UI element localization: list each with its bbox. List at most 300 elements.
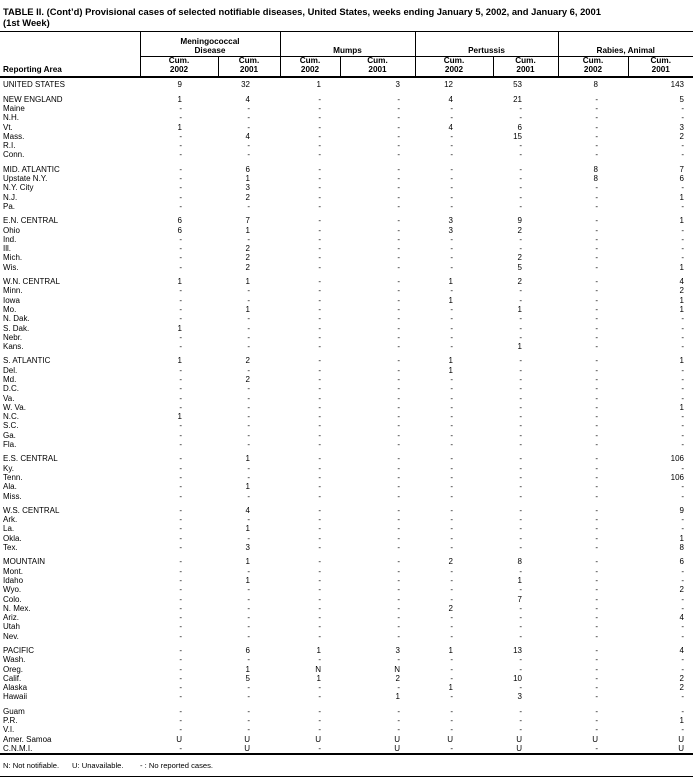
value-cell: 8 bbox=[517, 557, 522, 567]
value-cell: 3 bbox=[395, 80, 400, 90]
value-cell: - bbox=[450, 613, 453, 623]
value-cell: - bbox=[397, 421, 400, 431]
value-cell: - bbox=[681, 725, 684, 735]
value-cell: 21 bbox=[513, 94, 522, 104]
reporting-area-cell: N. Mex. bbox=[3, 603, 31, 613]
value-cell: - bbox=[519, 683, 522, 693]
value-cell: - bbox=[318, 706, 321, 716]
value-cell: - bbox=[681, 655, 684, 665]
value-cell: - bbox=[519, 725, 522, 735]
value-cell: - bbox=[397, 122, 400, 132]
reporting-area-cell: NEW ENGLAND bbox=[3, 94, 63, 104]
value-cell: - bbox=[595, 472, 598, 482]
value-cell: - bbox=[179, 646, 182, 655]
value-cell: - bbox=[450, 113, 453, 123]
value-cell: 53 bbox=[513, 80, 522, 90]
value-cell: - bbox=[179, 706, 182, 716]
value-cell: - bbox=[681, 365, 684, 375]
value-cell: - bbox=[519, 150, 522, 160]
value-cell: - bbox=[318, 716, 321, 726]
value-cell: 7 bbox=[517, 594, 522, 604]
value-cell: - bbox=[519, 585, 522, 595]
value-cell: - bbox=[397, 402, 400, 412]
reporting-area-cell: Ariz. bbox=[3, 613, 19, 623]
value-cell: - bbox=[519, 566, 522, 576]
value-cell: - bbox=[397, 585, 400, 595]
value-cell: 4 bbox=[245, 505, 250, 515]
value-cell: 4 bbox=[448, 122, 453, 132]
value-cell: 7 bbox=[679, 164, 684, 174]
value-cell: - bbox=[397, 356, 400, 366]
value-cell: - bbox=[450, 174, 453, 184]
value-cell: 13 bbox=[513, 646, 522, 655]
reporting-area-cell: E.S. CENTRAL bbox=[3, 454, 58, 464]
reporting-area-cell: S. ATLANTIC bbox=[3, 356, 51, 366]
table-row bbox=[0, 123, 693, 132]
value-cell: - bbox=[681, 594, 684, 604]
value-cell: - bbox=[397, 113, 400, 123]
reporting-area-cell: Hawaii bbox=[3, 692, 28, 702]
value-cell: - bbox=[318, 524, 321, 534]
value-cell: - bbox=[519, 164, 522, 174]
reporting-area-cell: MOUNTAIN bbox=[3, 557, 46, 567]
value-cell: - bbox=[318, 631, 321, 641]
value-cell: - bbox=[318, 164, 321, 174]
value-cell: - bbox=[397, 716, 400, 726]
reporting-area-cell: Pa. bbox=[3, 201, 16, 211]
value-cell: - bbox=[450, 384, 453, 394]
reporting-area-cell: Kans. bbox=[3, 342, 24, 352]
value-cell: - bbox=[318, 384, 321, 394]
column-header-men-cum-2002: Cum. 2002 bbox=[140, 57, 218, 78]
reporting-area-cell: Ky. bbox=[3, 463, 14, 473]
value-cell: - bbox=[450, 332, 453, 342]
value-cell: - bbox=[397, 725, 400, 735]
value-cell: U bbox=[315, 734, 321, 744]
value-cell: - bbox=[519, 113, 522, 123]
value-cell: - bbox=[519, 622, 522, 632]
value-cell: - bbox=[397, 216, 400, 226]
value-cell: 2 bbox=[245, 356, 250, 366]
value-cell: - bbox=[595, 575, 598, 585]
value-cell: - bbox=[681, 384, 684, 394]
value-cell: - bbox=[595, 706, 598, 716]
value-cell: - bbox=[519, 440, 522, 450]
value-cell: - bbox=[318, 454, 321, 464]
table-title-line2: (1st Week) bbox=[3, 16, 50, 28]
value-cell: - bbox=[318, 692, 321, 702]
value-cell: - bbox=[519, 374, 522, 384]
value-cell: - bbox=[681, 150, 684, 160]
value-cell: - bbox=[179, 314, 182, 324]
value-cell: - bbox=[595, 113, 598, 123]
value-cell: - bbox=[595, 94, 598, 104]
value-cell: - bbox=[519, 402, 522, 412]
reporting-area-cell: Guam bbox=[3, 706, 25, 716]
value-cell: - bbox=[595, 332, 598, 342]
value-cell: - bbox=[595, 566, 598, 576]
value-cell: - bbox=[179, 174, 182, 184]
column-header-pert-cum-2002: Cum. 2002 bbox=[415, 57, 493, 78]
value-cell: - bbox=[318, 234, 321, 244]
table-row bbox=[0, 160, 693, 174]
value-cell: - bbox=[247, 613, 250, 623]
value-cell: 2 bbox=[679, 673, 684, 683]
table-row bbox=[0, 412, 693, 421]
value-cell: - bbox=[450, 482, 453, 492]
value-cell: - bbox=[318, 342, 321, 352]
value-cell: - bbox=[318, 412, 321, 422]
table-row bbox=[0, 375, 693, 384]
value-cell: - bbox=[681, 141, 684, 151]
value-cell: - bbox=[318, 216, 321, 226]
value-cell: - bbox=[595, 192, 598, 202]
value-cell: 1 bbox=[679, 533, 684, 543]
value-cell: - bbox=[179, 164, 182, 174]
value-cell: - bbox=[179, 683, 182, 693]
footnotes-bar bbox=[0, 755, 693, 777]
reporting-area-cell: PACIFIC bbox=[3, 646, 34, 655]
value-cell: - bbox=[179, 463, 182, 473]
value-cell: - bbox=[450, 655, 453, 665]
reporting-area-cell: Ga. bbox=[3, 430, 16, 440]
reporting-area-cell: W. Va. bbox=[3, 402, 26, 412]
value-cell: - bbox=[179, 524, 182, 534]
value-cell: - bbox=[595, 122, 598, 132]
value-cell: 2 bbox=[395, 673, 400, 683]
value-cell: - bbox=[179, 692, 182, 702]
value-cell: - bbox=[318, 440, 321, 450]
value-cell: 1 bbox=[177, 277, 182, 287]
value-cell: - bbox=[450, 533, 453, 543]
value-cell: 10 bbox=[513, 673, 522, 683]
value-cell: - bbox=[519, 655, 522, 665]
reporting-area-cell: D.C. bbox=[3, 384, 19, 394]
value-cell: 9 bbox=[679, 505, 684, 515]
value-cell: - bbox=[450, 164, 453, 174]
value-cell: - bbox=[595, 716, 598, 726]
table-row bbox=[0, 683, 693, 692]
group-header-rabies-animal: Rabies, Animal bbox=[558, 32, 693, 57]
value-cell: 3 bbox=[517, 692, 522, 702]
value-cell: - bbox=[247, 585, 250, 595]
value-cell: - bbox=[318, 505, 321, 515]
value-cell: - bbox=[595, 585, 598, 595]
reporting-area-cell: Utah bbox=[3, 622, 20, 632]
table-row bbox=[0, 324, 693, 333]
value-cell: - bbox=[318, 603, 321, 613]
value-cell: - bbox=[397, 472, 400, 482]
value-cell: - bbox=[519, 463, 522, 473]
value-cell: - bbox=[519, 234, 522, 244]
value-cell: - bbox=[519, 244, 522, 254]
reporting-area-cell: N.C. bbox=[3, 412, 19, 422]
value-cell: - bbox=[450, 664, 453, 674]
value-cell: 1 bbox=[679, 356, 684, 366]
value-cell: - bbox=[450, 673, 453, 683]
value-cell: - bbox=[179, 603, 182, 613]
value-cell: 1 bbox=[245, 277, 250, 287]
value-cell: - bbox=[519, 295, 522, 305]
value-cell: - bbox=[595, 725, 598, 735]
value-cell: - bbox=[397, 201, 400, 211]
value-cell: - bbox=[247, 533, 250, 543]
value-cell: 2 bbox=[448, 557, 453, 567]
value-cell: U bbox=[516, 734, 522, 744]
value-cell: - bbox=[179, 454, 182, 464]
value-cell: 8 bbox=[593, 80, 598, 90]
value-cell: - bbox=[450, 440, 453, 450]
value-cell: - bbox=[247, 463, 250, 473]
value-cell: - bbox=[595, 374, 598, 384]
value-cell: 1 bbox=[316, 673, 321, 683]
table-row bbox=[0, 183, 693, 192]
value-cell: - bbox=[595, 524, 598, 534]
value-cell: - bbox=[681, 631, 684, 641]
value-cell: - bbox=[450, 234, 453, 244]
reporting-area-cell: Oreg. bbox=[3, 664, 24, 674]
value-cell: - bbox=[595, 314, 598, 324]
table-row bbox=[0, 595, 693, 604]
value-cell: - bbox=[247, 692, 250, 702]
value-cell: - bbox=[595, 244, 598, 254]
value-cell: - bbox=[450, 706, 453, 716]
value-cell: - bbox=[681, 183, 684, 193]
value-cell: 6 bbox=[177, 225, 182, 235]
value-cell: - bbox=[318, 94, 321, 104]
value-cell: - bbox=[595, 402, 598, 412]
value-cell: U bbox=[394, 743, 400, 753]
value-cell: - bbox=[318, 557, 321, 567]
reporting-area-cell: Tex. bbox=[3, 543, 18, 553]
value-cell: - bbox=[318, 575, 321, 585]
table-row bbox=[0, 725, 693, 734]
value-cell: - bbox=[595, 603, 598, 613]
value-cell: 1 bbox=[448, 646, 453, 655]
value-cell: - bbox=[450, 201, 453, 211]
value-cell: - bbox=[179, 482, 182, 492]
value-cell: - bbox=[595, 557, 598, 567]
value-cell: - bbox=[179, 725, 182, 735]
value-cell: - bbox=[681, 225, 684, 235]
reporting-area-cell: Tenn. bbox=[3, 472, 23, 482]
value-cell: - bbox=[247, 412, 250, 422]
value-cell: 5 bbox=[679, 94, 684, 104]
table-row bbox=[0, 473, 693, 482]
table-row bbox=[0, 543, 693, 552]
value-cell: - bbox=[318, 725, 321, 735]
value-cell: - bbox=[179, 244, 182, 254]
table-row bbox=[0, 655, 693, 664]
value-cell: - bbox=[179, 440, 182, 450]
value-cell: - bbox=[318, 594, 321, 604]
reporting-area-cell: E.N. CENTRAL bbox=[3, 216, 59, 226]
value-cell: - bbox=[397, 515, 400, 525]
value-cell: 1 bbox=[679, 216, 684, 226]
column-header-rabies-cum-2002: Cum. 2002 bbox=[558, 57, 628, 78]
table-row bbox=[0, 342, 693, 351]
value-cell: - bbox=[450, 304, 453, 314]
table-title bbox=[0, 0, 693, 28]
reporting-area-cell: Amer. Samoa bbox=[3, 734, 52, 744]
value-cell: - bbox=[681, 244, 684, 254]
table-row bbox=[0, 263, 693, 272]
value-cell: - bbox=[318, 463, 321, 473]
column-header-mumps-cum-2001: Cum. 2001 bbox=[340, 57, 415, 78]
value-cell: 8 bbox=[593, 164, 598, 174]
value-cell: - bbox=[247, 295, 250, 305]
value-cell: - bbox=[318, 430, 321, 440]
reporting-area-cell: Miss. bbox=[3, 491, 22, 501]
value-cell: - bbox=[247, 314, 250, 324]
reporting-area-cell: P.R. bbox=[3, 716, 18, 726]
value-cell: - bbox=[450, 716, 453, 726]
value-cell: - bbox=[595, 365, 598, 375]
value-cell: - bbox=[397, 277, 400, 287]
reporting-area-header: Reporting Area bbox=[0, 32, 140, 78]
value-cell: 4 bbox=[448, 94, 453, 104]
value-cell: - bbox=[397, 454, 400, 464]
value-cell: - bbox=[397, 183, 400, 193]
table-row bbox=[0, 440, 693, 449]
value-cell: 3 bbox=[245, 543, 250, 553]
value-cell: - bbox=[397, 323, 400, 333]
value-cell: - bbox=[681, 463, 684, 473]
value-cell: - bbox=[519, 384, 522, 394]
value-cell: 3 bbox=[245, 183, 250, 193]
value-cell: - bbox=[318, 225, 321, 235]
value-cell: 5 bbox=[517, 262, 522, 272]
value-cell: 3 bbox=[395, 646, 400, 655]
value-cell: - bbox=[681, 323, 684, 333]
reporting-area-cell: Ark. bbox=[3, 515, 18, 525]
value-cell: - bbox=[397, 332, 400, 342]
table-row bbox=[0, 665, 693, 674]
value-cell: - bbox=[247, 342, 250, 352]
value-cell: 6 bbox=[245, 646, 250, 655]
table-row bbox=[0, 702, 693, 716]
value-cell: U bbox=[244, 743, 250, 753]
value-cell: - bbox=[247, 365, 250, 375]
value-cell: - bbox=[397, 557, 400, 567]
value-cell: - bbox=[318, 183, 321, 193]
value-cell: - bbox=[519, 393, 522, 403]
value-cell: - bbox=[179, 557, 182, 567]
value-cell: - bbox=[681, 412, 684, 422]
value-cell: - bbox=[450, 393, 453, 403]
table-row bbox=[0, 174, 693, 183]
value-cell: - bbox=[595, 412, 598, 422]
table-row bbox=[0, 613, 693, 622]
value-cell: - bbox=[519, 454, 522, 464]
value-cell: - bbox=[519, 631, 522, 641]
table-row bbox=[0, 286, 693, 295]
reporting-area-cell: N.J. bbox=[3, 192, 18, 202]
value-cell: - bbox=[247, 103, 250, 113]
value-cell: - bbox=[318, 482, 321, 492]
value-cell: 1 bbox=[448, 356, 453, 366]
value-cell: - bbox=[450, 150, 453, 160]
reporting-area-cell: N.H. bbox=[3, 113, 19, 123]
value-cell: - bbox=[450, 622, 453, 632]
value-cell: - bbox=[681, 314, 684, 324]
reporting-area-cell: Okla. bbox=[3, 533, 22, 543]
column-header-pert-cum-2001: Cum. 2001 bbox=[493, 57, 558, 78]
value-cell: 1 bbox=[679, 716, 684, 726]
reporting-area-cell: C.N.M.I. bbox=[3, 743, 33, 753]
value-cell: - bbox=[397, 314, 400, 324]
value-cell: - bbox=[450, 183, 453, 193]
value-cell: - bbox=[318, 515, 321, 525]
value-cell: - bbox=[318, 192, 321, 202]
value-cell: - bbox=[595, 673, 598, 683]
table-row bbox=[0, 150, 693, 159]
value-cell: - bbox=[681, 622, 684, 632]
value-cell: 2 bbox=[679, 131, 684, 141]
reporting-area-cell: Maine bbox=[3, 103, 25, 113]
value-cell: - bbox=[397, 430, 400, 440]
value-cell: - bbox=[450, 141, 453, 151]
value-cell: - bbox=[681, 374, 684, 384]
value-cell: - bbox=[318, 374, 321, 384]
value-cell: - bbox=[247, 683, 250, 693]
value-cell: - bbox=[397, 141, 400, 151]
reporting-area-cell: Mont. bbox=[3, 566, 24, 576]
value-cell: - bbox=[595, 253, 598, 263]
value-cell: - bbox=[595, 463, 598, 473]
value-cell: - bbox=[247, 421, 250, 431]
value-cell: - bbox=[397, 192, 400, 202]
value-cell: - bbox=[397, 655, 400, 665]
reporting-area-cell: N. Dak. bbox=[3, 314, 30, 324]
value-cell: - bbox=[595, 594, 598, 604]
value-cell: - bbox=[318, 655, 321, 665]
value-cell: - bbox=[519, 323, 522, 333]
value-cell: 1 bbox=[245, 454, 250, 464]
value-cell: - bbox=[179, 234, 182, 244]
value-cell: - bbox=[595, 482, 598, 492]
value-cell: - bbox=[595, 323, 598, 333]
value-cell: - bbox=[318, 113, 321, 123]
value-cell: 1 bbox=[245, 174, 250, 184]
reporting-area-cell: Conn. bbox=[3, 150, 25, 160]
reporting-area-cell: UNITED STATES bbox=[3, 80, 65, 90]
reporting-area-cell: Fla. bbox=[3, 440, 17, 450]
value-cell: - bbox=[519, 286, 522, 296]
value-cell: 2 bbox=[517, 225, 522, 235]
value-cell: - bbox=[247, 716, 250, 726]
value-cell: 1 bbox=[245, 575, 250, 585]
reporting-area-cell: Nev. bbox=[3, 631, 19, 641]
value-cell: 1 bbox=[177, 412, 182, 422]
value-cell: 1 bbox=[245, 524, 250, 534]
value-cell: - bbox=[519, 365, 522, 375]
table-row bbox=[0, 296, 693, 305]
value-cell: - bbox=[450, 374, 453, 384]
value-cell: - bbox=[595, 183, 598, 193]
value-cell: - bbox=[397, 463, 400, 473]
value-cell: 8 bbox=[679, 543, 684, 553]
value-cell: - bbox=[397, 575, 400, 585]
value-cell: - bbox=[318, 141, 321, 151]
value-cell: - bbox=[318, 174, 321, 184]
value-cell: 6 bbox=[177, 216, 182, 226]
table-row bbox=[0, 394, 693, 403]
footnote-not-notifiable: N: Not notifiable. bbox=[3, 761, 60, 771]
value-cell: - bbox=[450, 314, 453, 324]
value-cell: - bbox=[179, 131, 182, 141]
value-cell: - bbox=[595, 277, 598, 287]
